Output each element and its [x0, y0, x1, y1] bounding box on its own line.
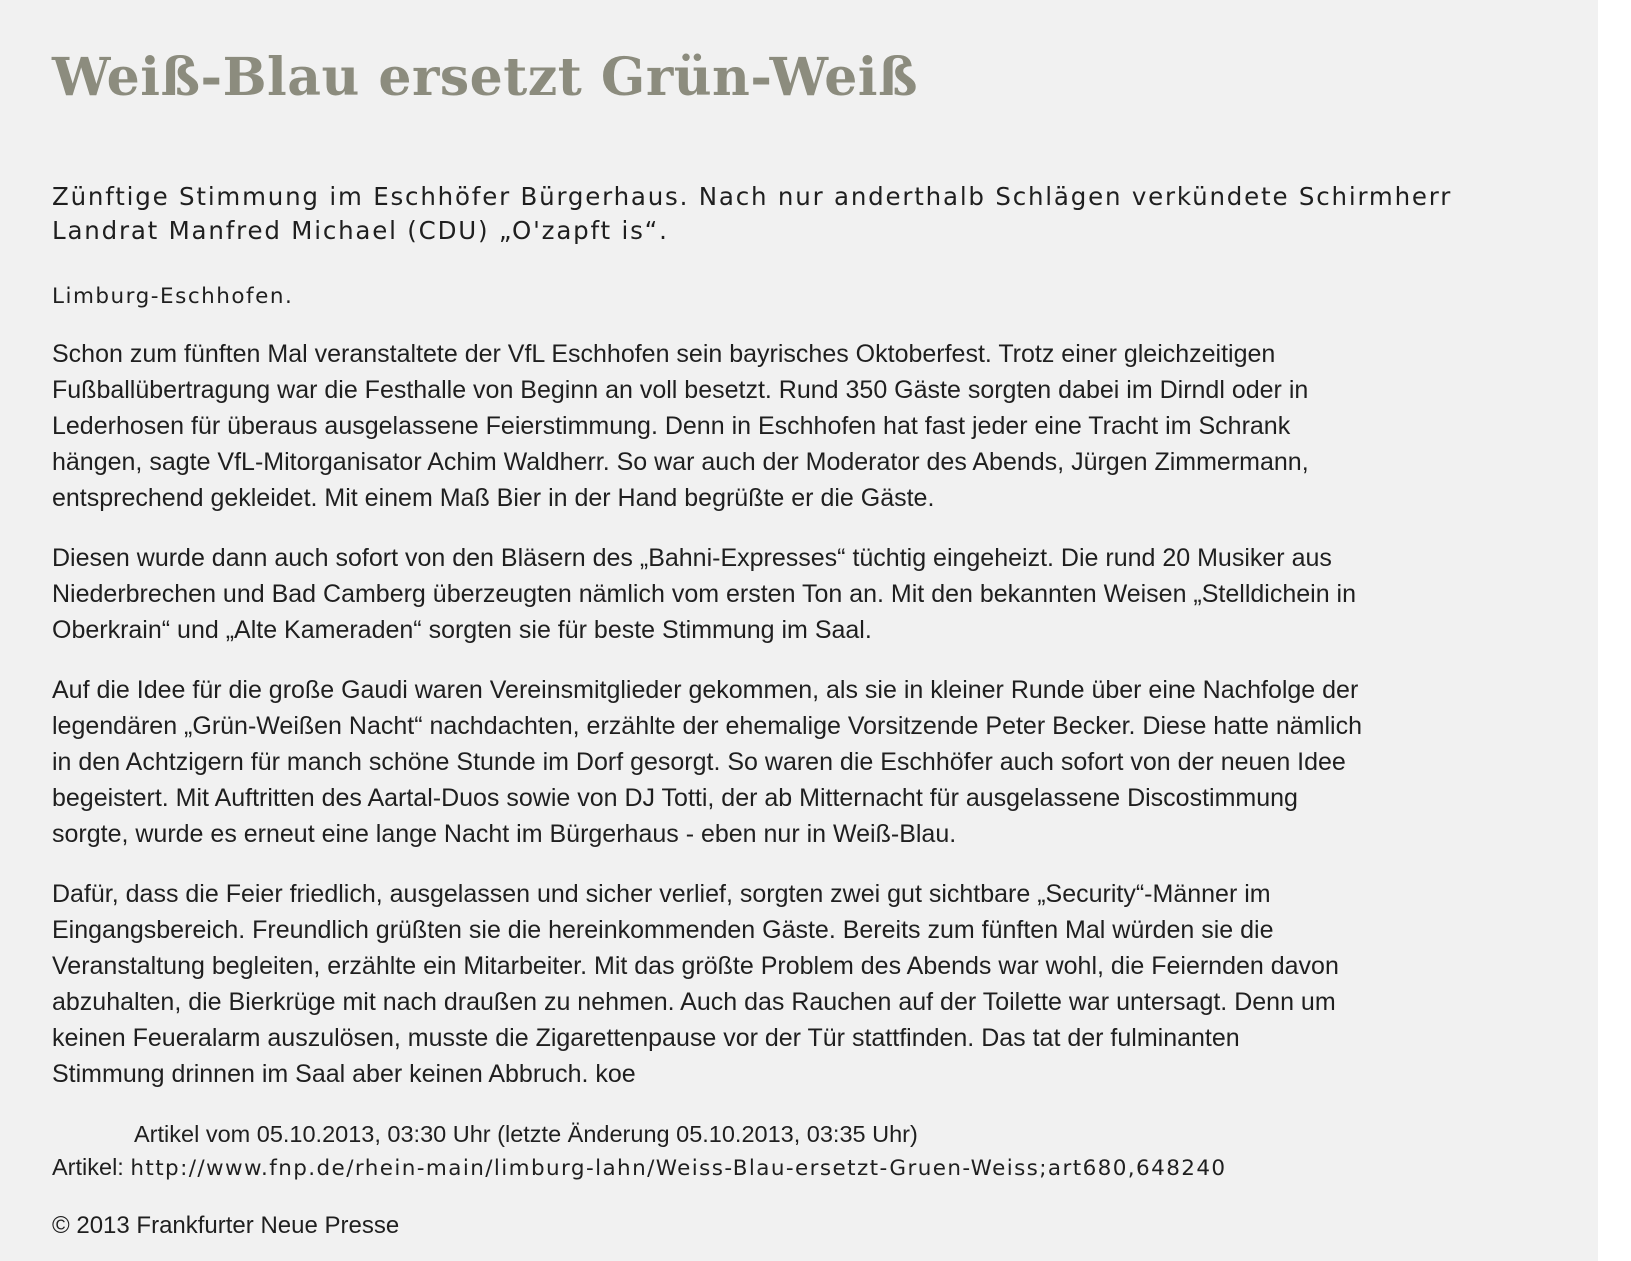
- paragraph-line: in den Achtzigern für manch schöne Stunde im Dorf gesorgt. So waren die Eschhöfer auch sofort von der neuen Idee: [52, 748, 1346, 776]
- paragraph-line: entsprechend gekleidet. Mit einem Maß Bier in der Hand begrüßte er die Gäste.: [52, 484, 935, 512]
- paragraph-line: Stimmung drinnen im Saal aber keinen Abbruch. koe: [52, 1060, 636, 1088]
- paragraph-line: sorgte, wurde es erneut eine lange Nacht im Bürgerhaus - eben nur in Weiß-Blau.: [52, 820, 957, 848]
- article-link-label: Artikel:: [52, 1154, 124, 1180]
- body-paragraph-3: [52, 672, 1552, 852]
- paragraph-line: abzuhalten, die Bierkrüge mit nach draußen zu nehmen. Auch das Rauchen auf der Toilette war untersagt. Denn um: [52, 988, 1336, 1016]
- article-url[interactable]: http://www.fnp.de/rhein-main/limburg-lahn/Weiss-Blau-ersetzt-Gruen-Weiss;art680,648240: [130, 1156, 1227, 1181]
- article-teaser: [52, 180, 1546, 248]
- paragraph-line: Eingangsbereich. Freundlich grüßten sie die hereinkommenden Gäste. Bereits zum fünften Mal würden sie die: [52, 916, 1274, 944]
- body-paragraph-4: [52, 876, 1552, 1092]
- teaser-line: Landrat Manfred Michael (CDU) „O'zapft is“.: [52, 216, 669, 245]
- paragraph-line: Dafür, dass die Feier friedlich, ausgelassen und sicher verlief, sorgten zwei gut sichtbare „Security“-Männer im: [52, 880, 1271, 908]
- article-location: Limburg-Eschhofen.: [52, 284, 294, 309]
- article-headline: Weiß-Blau ersetzt Grün-Weiß: [52, 47, 919, 108]
- article-date-line: Artikel vom 05.10.2013, 03:30 Uhr (letzte Änderung 05.10.2013, 03:35 Uhr): [134, 1121, 918, 1147]
- body-paragraph-2: [52, 540, 1552, 648]
- paragraph-line: Auf die Idee für die große Gaudi waren Vereinsmitglieder gekommen, als sie in kleiner Runde über eine Nachfolge der: [52, 676, 1359, 704]
- paragraph-line: Diesen wurde dann auch sofort von den Bläsern des „Bahni-Expresses“ tüchtig eingeheizt. Die rund 20 Musiker aus: [52, 544, 1332, 572]
- paragraph-line: hängen, sagte VfL-Mitorganisator Achim Waldherr. So war auch der Moderator des Abends, Jürgen Zimmermann,: [52, 448, 1309, 476]
- teaser-line: Zünftige Stimmung im Eschhöfer Bürgerhaus. Nach nur anderthalb Schlägen verkündete Schirmherr: [52, 182, 1453, 211]
- copyright-notice: © 2013 Frankfurter Neue Presse: [52, 1212, 400, 1239]
- paragraph-line: begeistert. Mit Auftritten des Aartal-Duos sowie von DJ Totti, der ab Mitternacht für ausgelassene Discostimmung: [52, 784, 1298, 812]
- article-link-line: [52, 1151, 1546, 1185]
- paragraph-line: Veranstaltung begleiten, erzählte ein Mitarbeiter. Mit das größte Problem des Abends war wohl, die Feiernden davon: [52, 952, 1339, 980]
- paragraph-line: Niederbrechen und Bad Camberg überzeugten nämlich vom ersten Ton an. Mit den bekannten Weisen „Stelldichein in: [52, 580, 1357, 608]
- paragraph-line: Fußballübertragung war die Festhalle von Beginn an voll besetzt. Rund 350 Gäste sorgten dabei im Dirndl oder in: [52, 376, 1309, 404]
- paragraph-line: Schon zum fünften Mal veranstaltete der VfL Eschhofen sein bayrisches Oktoberfest. Trotz einer gleichzeitigen: [52, 340, 1276, 368]
- paragraph-line: Lederhosen für überaus ausgelassene Feierstimmung. Denn in Eschhofen hat fast jeder eine Tracht im Schrank: [52, 412, 1291, 440]
- paragraph-line: Oberkrain“ und „Alte Kameraden“ sorgten sie für beste Stimmung im Saal.: [52, 616, 872, 644]
- body-paragraph-1: [52, 336, 1552, 516]
- paragraph-line: legendären „Grün-Weißen Nacht“ nachdachten, erzählte der ehemalige Vorsitzende Peter Becker. Diese hatte nämlich: [52, 712, 1362, 740]
- paragraph-line: keinen Feueralarm auszulösen, musste die Zigarettenpause vor der Tür stattfinden. Das tat der fulminanten: [52, 1024, 1240, 1052]
